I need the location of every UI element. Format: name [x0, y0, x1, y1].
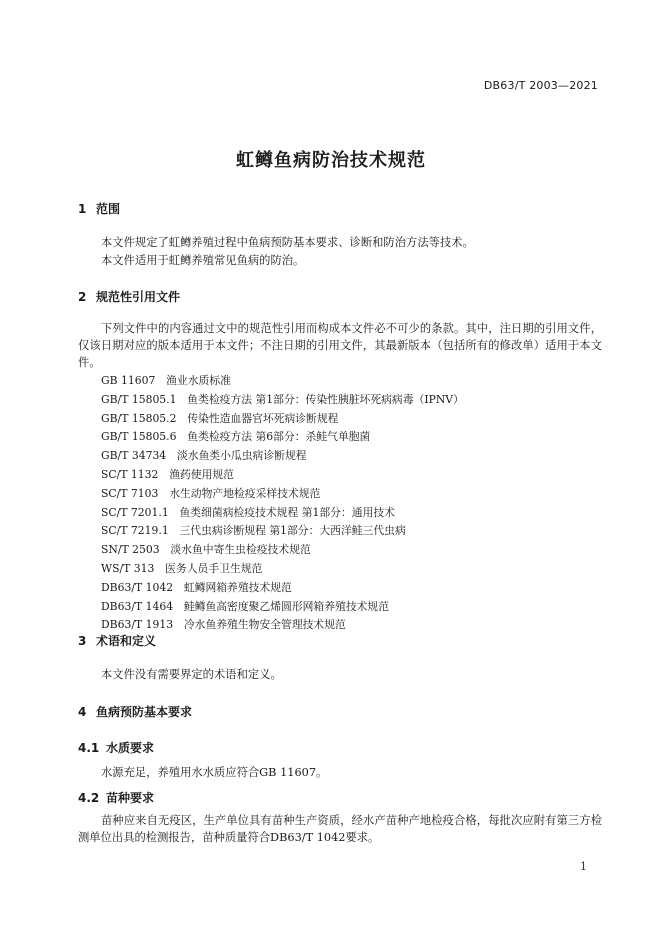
- section-number: 2: [78, 290, 87, 304]
- reference-title: 医务人员手卫生规范: [165, 561, 263, 575]
- reference-code: GB 11607: [101, 374, 156, 387]
- reference-item: [101, 598, 464, 617]
- section-1-paragraph-2: 本文件适用于虹鳟养殖常见鱼病的防治。: [101, 254, 305, 267]
- subsection-4-2-paragraph: 苗种应来自无疫区，生产单位具有苗种生产资质，经水产苗种产地检疫合格，每批次应附有第三方检测单位出具的检测报告，苗种质量符合DB63/T 1042要求。: [78, 814, 602, 844]
- reference-title: 淡水鱼类小瓜虫病诊断规程: [176, 449, 307, 463]
- page-title: 虹鳟鱼病防治技术规范: [236, 150, 426, 171]
- section-1-paragraph-1: 本文件规定了虹鳟养殖过程中鱼病预防基本要求、诊断和防治方法等技术。: [101, 236, 474, 249]
- page-number: 1: [580, 860, 587, 873]
- section-4-heading: [78, 703, 192, 720]
- section-3-paragraph: 本文件没有需要界定的术语和定义。: [101, 668, 282, 681]
- reference-title: 渔药使用规范: [169, 467, 234, 481]
- reference-item: [101, 541, 464, 560]
- reference-item: [101, 372, 464, 391]
- reference-title: 渔业水质标准: [166, 374, 231, 387]
- reference-title: 虹鳟网箱养殖技术规范: [183, 580, 292, 594]
- subsection-number: 4.2: [78, 791, 100, 805]
- reference-code: WS/T 313: [101, 561, 155, 575]
- reference-title: 鱼类检疫方法 第1部分：传染性胰脏坏死病病毒（IPNV）: [187, 392, 464, 406]
- reference-title: 传染性造血器官坏死病诊断规程: [187, 411, 339, 425]
- reference-code: DB63/T 1464: [101, 599, 174, 613]
- section-title: 术语和定义: [96, 634, 157, 648]
- standard-code: DB63/T 2003—2021: [483, 79, 598, 92]
- reference-code: DB63/T 1042: [101, 580, 174, 594]
- subsection-4-1-heading: [78, 739, 154, 756]
- reference-item: [101, 485, 464, 504]
- reference-code: DB63/T 1913: [101, 618, 174, 632]
- reference-item: [101, 410, 464, 429]
- section-number: 3: [78, 634, 87, 648]
- section-number: 1: [78, 202, 87, 216]
- subsection-title: 水质要求: [106, 741, 155, 755]
- reference-code: GB/T 15805.6: [101, 430, 177, 444]
- subsection-4-1-paragraph: 水源充足，养殖用水水质应符合GB 11607。: [101, 766, 328, 779]
- reference-title: 水生动物产地检疫采样技术规范: [169, 486, 321, 500]
- section-title: 范围: [96, 202, 121, 216]
- subsection-4-2-heading: [78, 789, 154, 806]
- reference-code: SC/T 7103: [101, 486, 159, 500]
- section-title: 规范性引用文件: [96, 290, 181, 304]
- section-number: 4: [78, 705, 87, 719]
- reference-item: [101, 504, 464, 523]
- reference-title: 鲑鳟鱼高密度聚乙烯圆形网箱养殖技术规范: [183, 599, 390, 613]
- reference-item: [101, 579, 464, 598]
- section-3-heading: [78, 632, 156, 649]
- reference-item: [101, 560, 464, 579]
- subsection-title: 苗种要求: [106, 791, 155, 805]
- subsection-number: 4.1: [78, 741, 100, 755]
- reference-code: GB/T 15805.1: [101, 392, 177, 406]
- reference-code: SC/T 7201.1: [101, 505, 169, 519]
- reference-title: 鱼类检疫方法 第6部分：杀鲑气单胞菌: [187, 430, 371, 444]
- section-2-heading: [78, 288, 180, 305]
- reference-item: [101, 391, 464, 410]
- reference-title: 三代虫病诊断规程 第1部分：大西洋鲑三代虫病: [179, 524, 406, 538]
- reference-title: 淡水鱼中寄生虫检疫技术规范: [170, 543, 311, 557]
- reference-item: [101, 428, 464, 447]
- reference-code: GB/T 34734: [101, 449, 167, 463]
- reference-title: 鱼类细菌病检疫技术规程 第1部分：通用技术: [179, 505, 395, 519]
- reference-item: [101, 522, 464, 541]
- reference-code: GB/T 15805.2: [101, 411, 177, 425]
- reference-item: [101, 466, 464, 485]
- reference-title: 冷水鱼养殖生物安全管理技术规范: [183, 618, 346, 632]
- reference-item: [101, 447, 464, 466]
- reference-code: SC/T 7219.1: [101, 524, 169, 538]
- reference-code: SN/T 2503: [101, 543, 160, 557]
- section-2-intro: 下列文件中的内容通过文中的规范性引用而构成本文件必不可少的条款。其中，注日期的引用文件，仅该日期对应的版本适用于本文件；不注日期的引用文件，其最新版本（包括所有的修改单）适用于本文件。: [78, 322, 602, 369]
- section-1-heading: [78, 200, 120, 217]
- section-title: 鱼病预防基本要求: [96, 705, 193, 719]
- reference-list: [101, 372, 464, 635]
- reference-code: SC/T 1132: [101, 467, 159, 481]
